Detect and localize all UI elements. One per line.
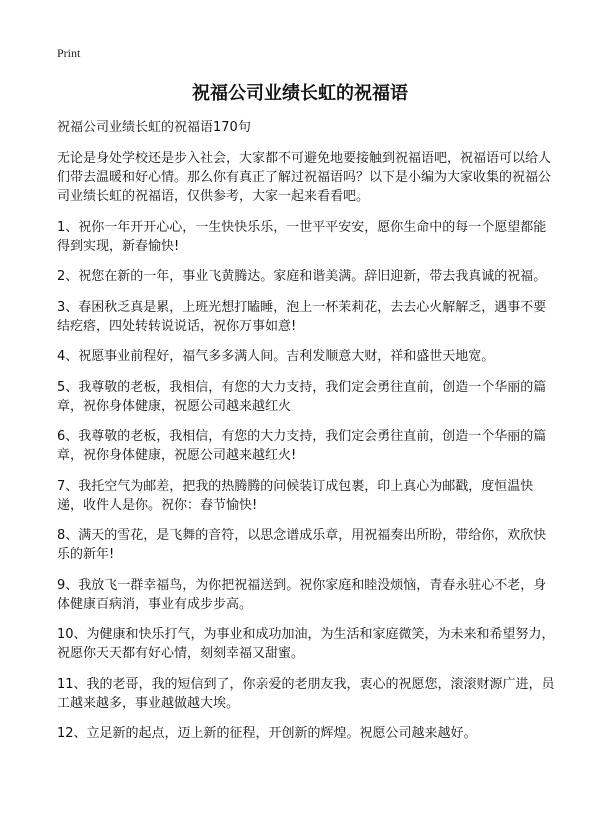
blessing-item-11: 11、我的老哥，我的短信到了，你亲爱的老朋友我，衷心的祝愿您，滚滚财源广进，员工越来越多，事业越做越大埃。 xyxy=(57,676,555,711)
blessing-item-1: 1、祝你一年开开心心，一生快快乐乐，一世平平安安，愿你生命中的每一个愿望都能得到实现，新春愉快! xyxy=(57,219,547,254)
blessing-item-2: 2、祝您在新的一年，事业飞黄腾达。家庭和谐美满。辞旧迎新，带去我真诚的祝福。 xyxy=(57,269,547,284)
blessing-item-9: 9、我放飞一群幸福鸟，为你把祝福送到。祝你家庭和睦没烦恼，青春永驻心不老，身体健康百病消，事业有成步步高。 xyxy=(57,577,547,612)
blessing-item-6: 6、我尊敬的老板，我相信，有您的大力支持，我们定会勇往直前，创造一个华丽的篇章，祝你身体健康，祝愿公司越来越红火! xyxy=(57,429,547,463)
blessing-item-5: 5、我尊敬的老板，我相信，有您的大力支持，我们定会勇往直前，创造一个华丽的篇章，祝你身体健康，祝愿公司越来越红火 xyxy=(57,379,547,414)
blessing-item-7: 7、我托空气为邮差，把我的热腾腾的问候装订成包裹，印上真心为邮戳，度恒温快递，收件人是你。祝你：春节愉快! xyxy=(57,478,534,513)
blessing-item-10: 10、为健康和快乐打气，为事业和成功加油，为生活和家庭微笑，为未来和希望努力，祝愿你天天都有好心情，刻刻幸福又甜蜜。 xyxy=(57,627,555,661)
page-title: 祝福公司业绩长虹的祝福语 xyxy=(192,83,408,104)
blessing-item-3: 3、春困秋乏真是累，上班光想打瞌睡，泡上一杯茉莉花，去去心火解解乏，遇事不要结疙瘩，四处转转说说话，祝你万事如意! xyxy=(57,299,547,334)
blessing-item-8: 8、满天的雪花，是飞舞的音符，以思念谱成乐章，用祝福奏出所盼，带给你，欢欣快乐的新年! xyxy=(57,528,547,562)
blessing-item-4: 4、祝愿事业前程好，福气多多满人间。吉利发顺意大财，祥和盛世天地宽。 xyxy=(57,349,495,364)
print-label: Print xyxy=(57,46,81,60)
blessing-item-12: 12、立足新的起点，迈上新的征程，开创新的辉煌。祝愿公司越来越好。 xyxy=(57,726,477,741)
document-subtitle: 祝福公司业绩长虹的祝福语170句 xyxy=(57,120,251,135)
intro-paragraph: 无论是身处学校还是步入社会，大家都不可避免地要接触到祝福语吧，祝福语可以给人们带去温暖和好心情。那么你有真正了解过祝福语吗？以下是小编为大家收集的祝福公司业绩长虹的祝福语，仅供参考，大家一起来看看吧。 xyxy=(57,151,552,204)
document-body xyxy=(57,149,557,755)
